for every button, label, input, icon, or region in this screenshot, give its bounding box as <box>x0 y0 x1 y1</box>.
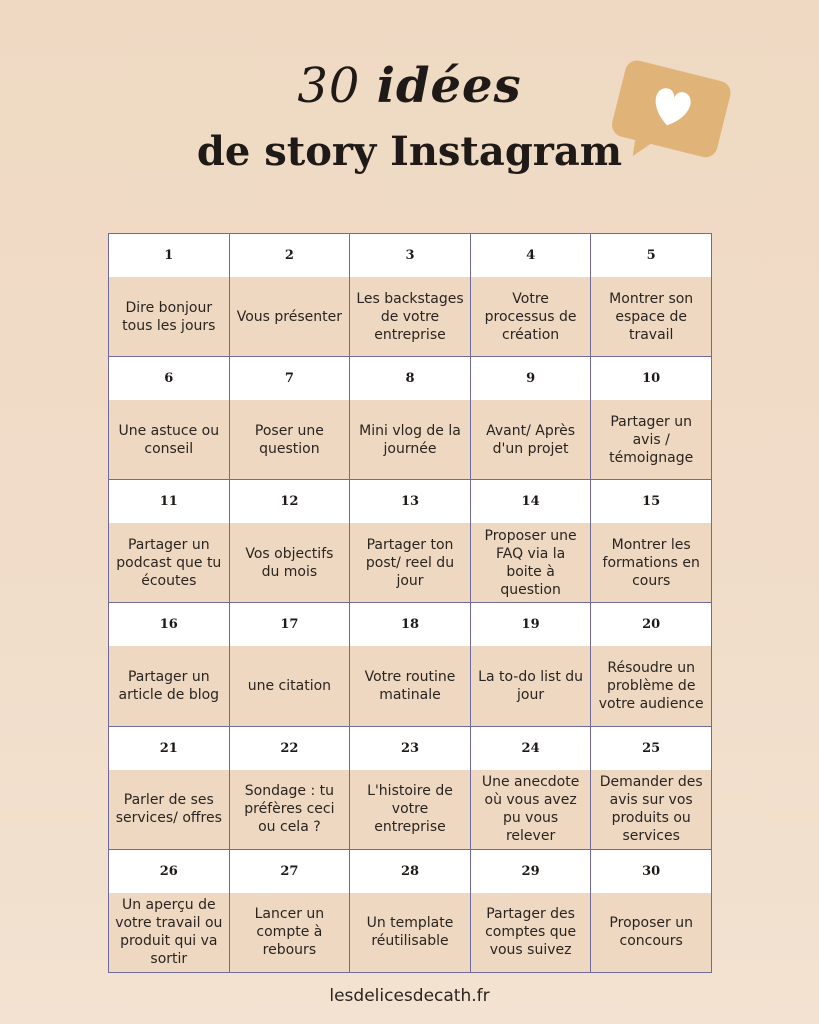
idea-number: 20 <box>591 603 711 646</box>
idea-text: Partager un avis / témoignage <box>591 400 711 479</box>
idea-text: Partager un podcast que tu écoutes <box>109 523 229 602</box>
idea-cell <box>471 850 592 973</box>
idea-number: 6 <box>109 357 229 400</box>
title-number: 30 <box>297 58 361 114</box>
idea-number: 13 <box>350 480 470 523</box>
idea-cell <box>591 727 712 850</box>
idea-text: Sondage : tu préfères ceci ou cela ? <box>230 770 350 849</box>
idea-cell <box>109 480 230 603</box>
idea-cell <box>471 727 592 850</box>
idea-number: 10 <box>591 357 711 400</box>
idea-number: 24 <box>471 727 591 770</box>
idea-number: 15 <box>591 480 711 523</box>
idea-cell <box>591 603 712 726</box>
ideas-grid <box>108 233 712 973</box>
idea-text: Votre routine matinale <box>350 646 470 725</box>
idea-cell <box>230 357 351 480</box>
idea-cell <box>591 234 712 357</box>
idea-text: Une anecdote où vous avez pu vous relever <box>471 770 591 849</box>
idea-text: Partager un article de blog <box>109 646 229 725</box>
idea-cell <box>230 727 351 850</box>
idea-text: Lancer un compte à rebours <box>230 893 350 972</box>
idea-text: une citation <box>230 646 350 725</box>
idea-cell <box>230 480 351 603</box>
idea-text: Parler de ses services/ offres <box>109 770 229 849</box>
idea-cell <box>471 234 592 357</box>
idea-number: 3 <box>350 234 470 277</box>
idea-text: La to-do list du jour <box>471 646 591 725</box>
idea-number: 23 <box>350 727 470 770</box>
idea-cell <box>230 234 351 357</box>
idea-number: 29 <box>471 850 591 893</box>
idea-cell <box>350 603 471 726</box>
idea-text: Proposer une FAQ via la boite à question <box>471 523 591 602</box>
idea-cell <box>350 357 471 480</box>
idea-cell <box>230 603 351 726</box>
idea-cell <box>230 850 351 973</box>
idea-text: Montrer les formations en cours <box>591 523 711 602</box>
idea-text: Résoudre un problème de votre audience <box>591 646 711 725</box>
idea-cell <box>471 603 592 726</box>
idea-number: 19 <box>471 603 591 646</box>
idea-text: Une astuce ou conseil <box>109 400 229 479</box>
idea-text: Vos objectifs du mois <box>230 523 350 602</box>
idea-cell <box>350 480 471 603</box>
website-footer: lesdelicesdecath.fr <box>329 986 490 1006</box>
idea-number: 26 <box>109 850 229 893</box>
idea-number: 30 <box>591 850 711 893</box>
idea-text: Demander des avis sur vos produits ou services <box>591 770 711 849</box>
idea-number: 28 <box>350 850 470 893</box>
idea-number: 7 <box>230 357 350 400</box>
idea-text: Partager ton post/ reel du jour <box>350 523 470 602</box>
title-line-2: de story Instagram <box>196 128 623 175</box>
idea-number: 4 <box>471 234 591 277</box>
idea-number: 2 <box>230 234 350 277</box>
title-word: idées <box>376 58 522 114</box>
idea-text: Proposer un concours <box>591 893 711 972</box>
idea-cell <box>109 357 230 480</box>
idea-text: Montrer son espace de travail <box>591 277 711 356</box>
idea-text: Votre processus de création <box>471 277 591 356</box>
idea-number: 16 <box>109 603 229 646</box>
idea-text: Un template réutilisable <box>350 893 470 972</box>
idea-text: Dire bonjour tous les jours <box>109 277 229 356</box>
idea-number: 5 <box>591 234 711 277</box>
idea-cell <box>109 727 230 850</box>
idea-number: 8 <box>350 357 470 400</box>
idea-number: 21 <box>109 727 229 770</box>
idea-cell <box>471 357 592 480</box>
idea-number: 25 <box>591 727 711 770</box>
idea-cell <box>591 480 712 603</box>
idea-text: L'histoire de votre entreprise <box>350 770 470 849</box>
idea-number: 17 <box>230 603 350 646</box>
idea-number: 12 <box>230 480 350 523</box>
idea-cell <box>591 357 712 480</box>
idea-number: 14 <box>471 480 591 523</box>
idea-number: 1 <box>109 234 229 277</box>
idea-text: Poser une question <box>230 400 350 479</box>
idea-cell <box>109 234 230 357</box>
idea-cell <box>350 850 471 973</box>
idea-number: 18 <box>350 603 470 646</box>
idea-cell <box>109 603 230 726</box>
idea-text: Vous présenter <box>230 277 350 356</box>
idea-cell <box>471 480 592 603</box>
idea-number: 22 <box>230 727 350 770</box>
heart-speech-bubble-icon <box>608 56 736 166</box>
idea-text: Un aperçu de votre travail ou produit qui va sortir <box>109 893 229 972</box>
idea-number: 11 <box>109 480 229 523</box>
idea-text: Mini vlog de la journée <box>350 400 470 479</box>
idea-text: Avant/ Après d'un projet <box>471 400 591 479</box>
idea-number: 27 <box>230 850 350 893</box>
idea-number: 9 <box>471 357 591 400</box>
idea-cell <box>109 850 230 973</box>
idea-text: Partager des comptes que vous suivez <box>471 893 591 972</box>
idea-cell <box>591 850 712 973</box>
idea-cell <box>350 727 471 850</box>
idea-cell <box>350 234 471 357</box>
idea-text: Les backstages de votre entreprise <box>350 277 470 356</box>
